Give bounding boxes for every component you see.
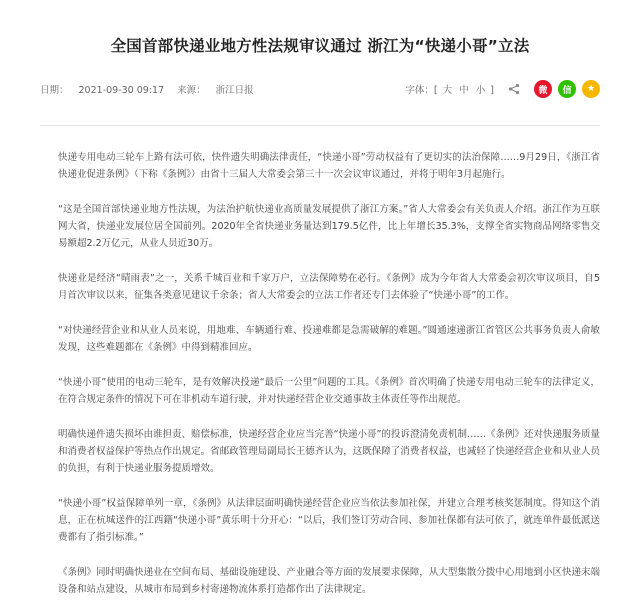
date-label: 日期： xyxy=(40,85,69,96)
qzone-icon[interactable]: ★ xyxy=(582,80,600,98)
paragraph: 快递专用电动三轮车上路有法可依，快件遗失明确法律责任，“快递小哥”劳动权益有了更切实的法治保障……9月29日，《浙江省快递业促进条例》（下称《条例》）由省十三届人大常委会第三十一次会议审议通过，并将于明年3月起施行。 xyxy=(58,152,600,180)
font-size-large[interactable]: 大 xyxy=(442,85,453,96)
paragraph: “对快递经营企业和从业人员来说，用地难、车辆通行难、投递难都是急需破解的难题。”圆通速递浙江省管区公共事务负责人俞敏发现，这些难题都在《条例》中得到精准回应。 xyxy=(58,325,600,353)
article-meta-bar xyxy=(40,78,600,100)
meta-info xyxy=(40,82,264,96)
article-body xyxy=(58,149,600,616)
wechat-icon[interactable]: 信 xyxy=(558,80,576,98)
weibo-icon[interactable]: 微 xyxy=(534,80,552,98)
font-size-label: 字体： xyxy=(405,85,434,96)
font-size-bracket-open: [ xyxy=(433,85,438,96)
font-size-switcher xyxy=(405,82,494,96)
divider xyxy=(40,125,600,126)
paragraph: 《条例》同时明确快递业在空间布局、基础设施建设、产业融合等方面的发展要求保障，从大型集散分拨中心用地到小区快递末端设备和站点建设，从城市布局到乡村寄递物流体系打造都作出了法律规定。 xyxy=(58,567,600,595)
source-label: 来源： xyxy=(177,85,206,96)
paragraph: “快递小哥”使用的电动三轮车，是有效解决投递“最后一公里”问题的工具。《条例》首次明确了快递专用电动三轮车的法律定义，在符合规定条件的情况下可在非机动车道行驶，并对快递经营企业交通事故主体责任等作出规范。 xyxy=(58,377,600,405)
paragraph: “快递小哥”权益保障单列一章，《条例》从法律层面明确快递经营企业应当依法参加社保，并建立合理考核奖惩制度。得知这个消息，正在杭城送件的江西籍“快递小哥”黄乐明十分开心：“以后，我们签订劳动合同、参加社保都有法可依了，就连单件最低派送费都有了指引标准。” xyxy=(58,498,600,543)
share-icon[interactable] xyxy=(508,83,520,95)
paragraph: 明确快递件遗失损坏由谁担责、赔偿标准，快递经营企业应当完善“快递小哥”的投诉澄清免责机制……《条例》还对快递服务质量和消费者权益保护等热点作出规定。省邮政管理局副局长王德齐认为，这既保障了消费者权益，也减轻了快递经营企业和从业人员的负担，有利于快递业服务提质增效。 xyxy=(58,429,600,474)
paragraph: “这是全国首部快递业地方性法规，为法治护航快递业高质量发展提供了浙江方案。”省人大常委会有关负责人介绍。浙江作为互联网大省，快递业发展位居全国前列。2020年全省快递业务量达到179.5亿件，比上年增长35.3%，支撑全省实物商品网络零售交易额超2.2万亿元，从业人员近30万。 xyxy=(58,204,600,249)
meta-tools xyxy=(405,78,600,100)
font-size-bracket-close: ] xyxy=(490,85,494,96)
source-name[interactable]: 浙江日报 xyxy=(215,85,254,96)
publish-date: 2021-09-30 09:17 xyxy=(78,85,165,96)
paragraph: 快递业是经济“晴雨表”之一，关系千城百业和千家万户，立法保障势在必行。《条例》成为今年省人大常委会初次审议项目，自5月首次审议以来，征集各类意见建议千余条；省人大常委会的立法工作者还专门去体验了“快递小哥”的工作。 xyxy=(58,273,600,301)
font-size-small[interactable]: 小 xyxy=(475,85,486,96)
font-size-medium[interactable]: 中 xyxy=(459,85,469,96)
article-title: 全国首部快递业地方性法规审议通过 浙江为“快递小哥”立法 xyxy=(110,37,530,55)
